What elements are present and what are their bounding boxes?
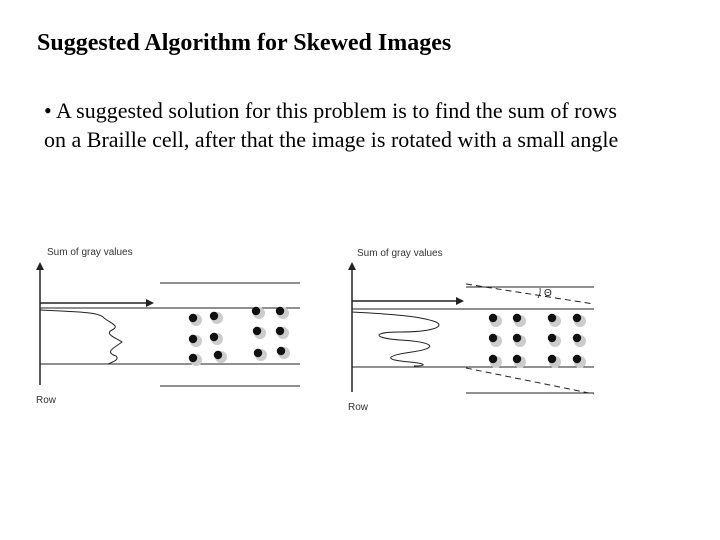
left-cell-1 <box>189 312 227 366</box>
angle-theta-symbol: Θ <box>544 288 552 299</box>
angle-arc <box>538 288 540 298</box>
right-cell-2 <box>548 314 586 368</box>
right-profile-curve <box>352 312 439 366</box>
left-y-axis-label: Sum of gray values <box>47 247 133 258</box>
right-cell-1 <box>489 314 526 368</box>
left-x-axis-label: Row <box>36 395 57 406</box>
left-figure <box>36 247 300 406</box>
right-y-axis-label: Sum of gray values <box>357 248 443 259</box>
slide-title: Suggested Algorithm for Skewed Images <box>37 30 452 56</box>
right-figure <box>348 248 594 413</box>
right-x-axis-label: Row <box>348 402 369 413</box>
bullet-line-2: on a Braille cell, after that the image is rotated with a small angle <box>44 127 619 152</box>
left-cell-2 <box>252 307 290 361</box>
right-rotated-bottom-dashed <box>466 368 594 394</box>
bullet-line-1: • A suggested solution for this problem is to find the sum of rows <box>44 98 617 123</box>
left-braille-dots <box>189 307 290 366</box>
right-braille-dots <box>489 314 586 368</box>
left-profile-curve <box>40 310 122 364</box>
